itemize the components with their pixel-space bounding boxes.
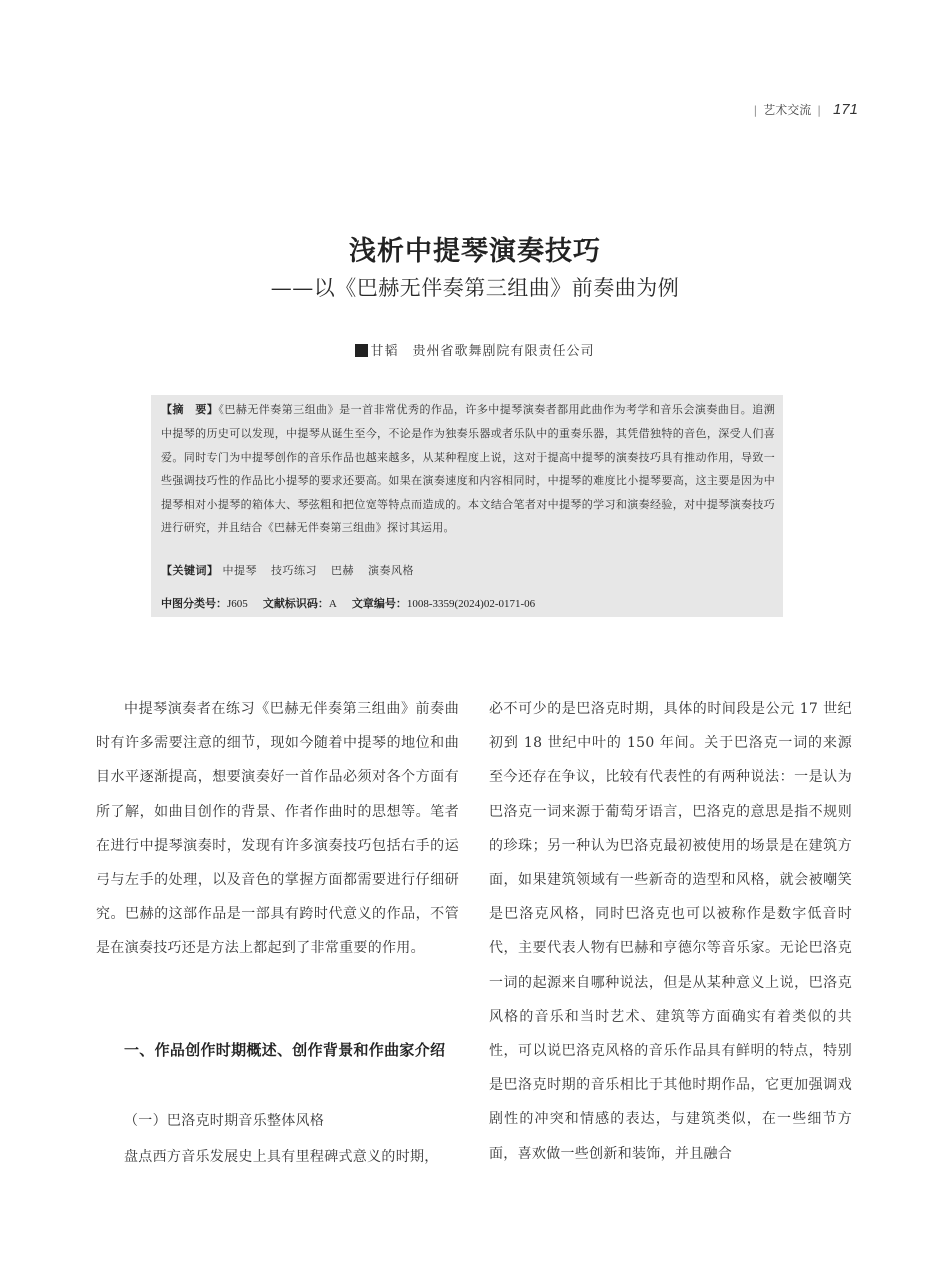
subsection-paragraph: 盘点西方音乐发展史上具有里程碑式意义的时期， bbox=[124, 1149, 439, 1165]
abstract-label: 【摘 要】 bbox=[161, 404, 219, 416]
byline bbox=[0, 340, 950, 359]
keywords-label: 【关键词】 bbox=[161, 565, 219, 577]
intro-paragraph: 中提琴演奏者在练习《巴赫无伴奏第三组曲》前奏曲时有许多需要注意的细节，现如今随着中提琴的地位和曲目水平逐渐提高，想要演奏好一首作品必须对各个方面有所了解，如曲目创作的背景、作者作曲时的思想等。笔者在进行中提琴演奏时，发现有许多演奏技巧包括右手的运弓与左手的处理，以及音色的掌握方面都需要进行仔细研究。巴赫的这部作品是一部具有跨时代意义的作品，不管是在演奏技巧还是方法上都起到了非常重要的作用。 bbox=[96, 701, 459, 957]
page-number: 171 bbox=[832, 101, 858, 118]
right-column-paragraph: 必不可少的是巴洛克时期，具体的时间段是公元 17 世纪初到 18 世纪中叶的 150 年间。关于巴洛克一词的来源至今还存在争议，比较有代表性的有两种说法：一是认为巴洛克一词来源于葡萄牙语言，巴洛克的意思是指不规则的珍珠；另一种认为巴洛克最初被使用的场景是在建筑方面，如果建筑领域有一些新奇的造型和风格，就会被嘲笑是巴洛克风格，同时巴洛克也可以被称作是数字低音时代，主要代表人物有巴赫和亨德尔等音乐家。无论巴洛克一词的起源来自哪种说法，但是从某种意义上说，巴洛克风格的音乐和当时艺术、建筑等方面确实有着类似的共性，可以说巴洛克风格的音乐作品具有鲜明的特点，特别是巴洛克时期的音乐相比于其他时期作品，它更加强调戏剧性的冲突和情感的表达，与建筑类似，在一些细节方面，喜欢做一些创新和装饰，并且融合 bbox=[489, 701, 852, 1162]
right-column bbox=[489, 692, 852, 1171]
author-name: 甘韬 bbox=[370, 344, 399, 359]
subsection-heading: （一）巴洛克时期音乐整体风格 bbox=[124, 1113, 325, 1129]
article-subtitle: ——以《巴赫无伴奏第三组曲》前奏曲为例 bbox=[270, 276, 680, 300]
author-affiliation: 贵州省歌舞剧院有限责任公司 bbox=[412, 344, 595, 359]
section-name: 艺术交流 bbox=[763, 103, 812, 117]
keyword: 演奏风格 bbox=[368, 564, 414, 577]
section-heading: 一、作品创作时期概述、创作背景和作曲家介绍 bbox=[124, 1041, 446, 1059]
separator-bar: | bbox=[817, 104, 821, 117]
keywords bbox=[161, 562, 424, 578]
abstract-box bbox=[151, 395, 783, 617]
article-title: 浅析中提琴演奏技巧 bbox=[349, 236, 601, 267]
keyword: 技巧练习 bbox=[271, 564, 317, 577]
keyword: 巴赫 bbox=[331, 564, 354, 577]
article-number: 文章编号：1008-3359(2024)02-0171-06 bbox=[351, 598, 536, 610]
left-column bbox=[96, 692, 459, 966]
running-head bbox=[754, 101, 858, 118]
keyword: 中提琴 bbox=[222, 564, 257, 577]
abstract-text: 《巴赫无伴奏第三组曲》是一首非常优秀的作品，许多中提琴演奏者都用此曲作为考学和音乐会演奏曲目。追溯中提琴的历史可以发现，中提琴从诞生至今，不论是作为独奏乐器或者乐队中的重奏乐器，其凭借独特的音色，深受人们喜爱。同时专门为中提琴创作的音乐作品也越来越多，从某种程度上说，这对于提高中提琴的演奏技巧具有推动作用，导致一些强调技巧性的作品比小提琴的要求还要高。如果在演奏速度和内容相同时，中提琴的难度比小提琴要高，这主要是因为中提琴相对小提琴的箱体大、琴弦粗和把位宽等特点而造成的。本文结合笔者对中提琴的学习和演奏经验，对中提琴演奏技巧进行研究，并且结合《巴赫无伴奏第三组曲》探讨其运用。 bbox=[161, 403, 776, 535]
black-square-icon bbox=[355, 344, 368, 357]
abstract bbox=[161, 398, 775, 539]
document-code: 文献标识码：A bbox=[262, 598, 337, 610]
clc-number: 中图分类号：J605 bbox=[161, 598, 248, 610]
separator-bar: | bbox=[753, 104, 758, 117]
classification-line bbox=[161, 595, 547, 611]
